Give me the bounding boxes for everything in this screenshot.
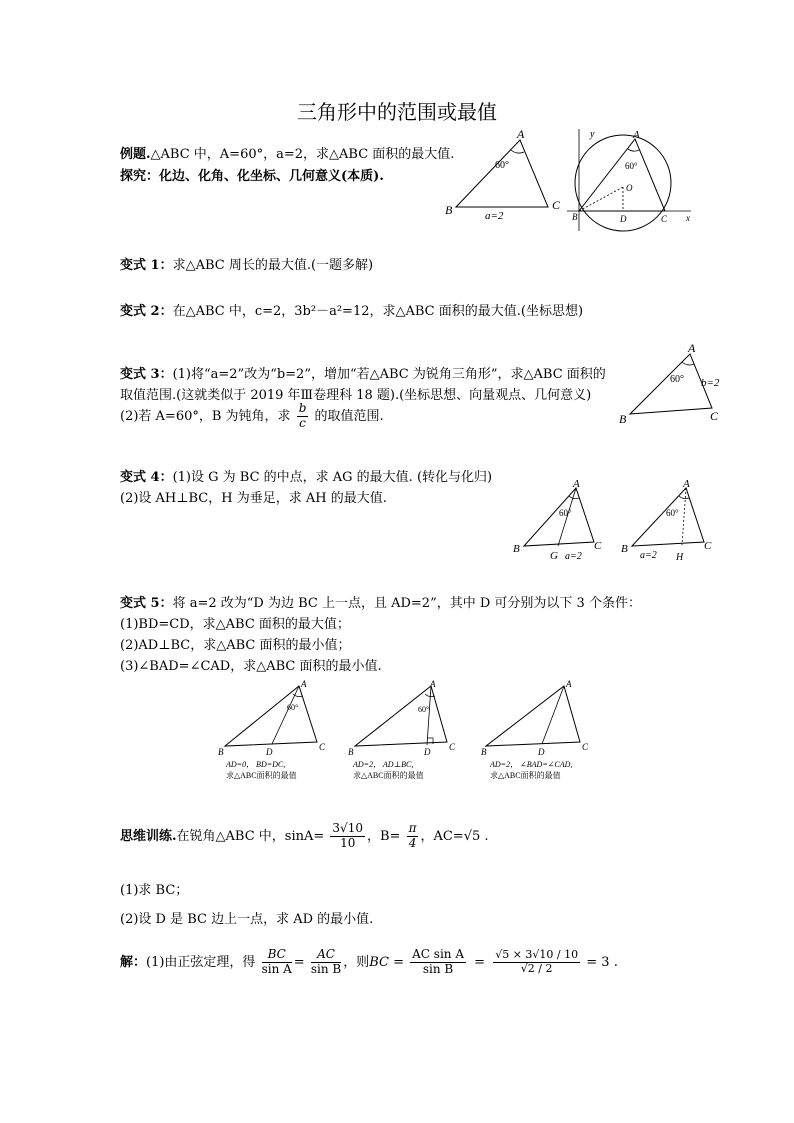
training-line	[120, 822, 489, 851]
angle-label: 60°	[670, 374, 684, 385]
triangle-abc	[225, 686, 317, 746]
solution-text-a: (1)由正弦定理，得	[146, 954, 256, 970]
segment-ad	[272, 686, 299, 744]
figure-ad-perp-bc	[345, 678, 465, 783]
figure-altitude-ah	[618, 478, 728, 568]
variant-5-line-2: (1)BD=CD，求△ABC 面积的最大值；	[120, 617, 350, 632]
angle-arc	[628, 149, 639, 151]
label-a: A	[573, 478, 580, 490]
figure-triangle-b2	[612, 338, 732, 430]
angle-arc	[511, 150, 524, 153]
label-a: A	[683, 478, 690, 490]
caption-line-2: 求△ABC面积的最值	[490, 771, 561, 780]
variant-2	[120, 300, 583, 319]
example-line	[120, 143, 454, 162]
variant-3-line-2: 取值范围.(这就类似于 2019 年Ⅲ卷理科 18 题).(坐标思想、向量观点、几何意义)	[120, 388, 592, 403]
side-label: a=2	[485, 210, 504, 222]
sinA-den: 10	[340, 835, 356, 850]
variant-4-line-1-text: (1)设 G 为 BC 的中点，求 AG 的最大值. (转化与化归)	[172, 470, 493, 485]
fraction-acsinA-sinB	[410, 948, 466, 977]
explore-line	[120, 165, 384, 184]
equals-sign: =	[293, 954, 305, 970]
figure-bd-dc	[215, 678, 335, 783]
big-num: √5 × 3√10 / 10	[495, 948, 579, 962]
fraction-num: b	[298, 401, 307, 415]
variant-4-label: 变式 4：	[120, 470, 173, 485]
sinA-num: 3√10	[332, 821, 363, 835]
figure-triangle-a2	[440, 125, 560, 225]
variant-4-line-1	[120, 466, 492, 485]
training-label: 思维训练.	[120, 828, 177, 844]
variant-2-text: 在△ABC 中，c=2，3b²－a²=12，求△ABC 面积的最大值.(坐标思想)	[172, 304, 584, 319]
figure-circle-coordinate	[565, 125, 695, 235]
caption-line-1: AD=2， AD⊥BC,	[353, 760, 414, 769]
angle-arc	[679, 496, 689, 499]
variant-3-line-1	[120, 363, 606, 382]
variant-5-line-4: (3)∠BAD=∠CAD，求△ABC 面积的最小值.	[120, 659, 382, 674]
variant-4-line-2: (2)设 AH⊥BC，H 为垂足，求 AH 的最大值.	[120, 491, 387, 506]
angle-arc	[682, 362, 694, 365]
triangle-abc	[456, 140, 548, 207]
label-a: A	[633, 129, 640, 141]
variant-5-line-1	[120, 592, 641, 611]
label-a: A	[688, 341, 696, 355]
explore-text: 化边、化角、化坐标、几何意义(本质).	[159, 169, 384, 184]
label-b: B	[218, 747, 224, 757]
figure-median-ag	[508, 478, 618, 568]
label-c: C	[704, 540, 712, 552]
altitude-ad	[427, 686, 431, 745]
equals-sign-2: =	[474, 954, 486, 970]
label-d: D	[538, 747, 545, 757]
angle-label: 60°	[418, 705, 430, 714]
caption-line-2: 求△ABC面积的最值	[226, 771, 297, 780]
variant-3-line-3a: (2)若 A=60°，B 为钝角，求	[120, 408, 291, 424]
figure-angle-bisector	[480, 678, 605, 783]
variant-5-label: 变式 5：	[120, 596, 173, 611]
label-d: D	[266, 747, 273, 757]
label-c: C	[552, 198, 560, 212]
f1-den: sin A	[261, 961, 292, 976]
radius-ob	[579, 187, 623, 211]
label-h: H	[676, 552, 684, 563]
fraction-bc-sinA	[262, 948, 292, 977]
variant-3-label: 变式 3：	[120, 367, 173, 382]
variant-1-label: 变式 1：	[120, 258, 173, 273]
angle-label: 60°	[625, 161, 638, 171]
fraction-numeric	[493, 949, 580, 975]
label-c: C	[582, 742, 589, 752]
f3-den: sin B	[422, 961, 454, 976]
angle-label: 60°	[666, 508, 679, 518]
example-label: 例题.	[120, 147, 151, 162]
training-text-c: ，AC=√5 .	[420, 828, 489, 844]
label-c: C	[661, 214, 668, 224]
triangle-abc	[579, 139, 665, 211]
fraction-b-over-c	[297, 402, 309, 431]
question-2: (2)设 D 是 BC 边上一点，求 AD 的最小值.	[120, 912, 374, 927]
label-y: y	[590, 129, 595, 140]
f3-num: AC sin A	[412, 947, 465, 961]
angle-label: 60°	[559, 508, 572, 518]
page-title: 三角形中的范围或最值	[297, 100, 497, 124]
variant-3-line-3b: 的取值范围.	[314, 408, 384, 424]
explore-label: 探究：	[120, 169, 160, 184]
label-b: B	[572, 212, 578, 222]
big-den: √2 / 2	[520, 961, 553, 975]
solution-line	[120, 948, 618, 977]
label-d: D	[424, 747, 431, 757]
angle-label: 60°	[495, 160, 509, 171]
label-c: C	[449, 742, 456, 752]
solution-lhs: BC =	[369, 954, 404, 970]
label-a: A	[517, 127, 525, 141]
caption-line-1: AD=0， BD=DC,	[226, 760, 286, 769]
B-num: π	[408, 821, 417, 835]
f2-num: AC	[311, 948, 341, 963]
triangle-abc	[355, 686, 447, 746]
label-b: B	[481, 747, 487, 757]
variant-1	[120, 254, 373, 273]
solution-text-b: ，则	[343, 954, 370, 970]
label-b: B	[513, 543, 520, 555]
label-d: D	[620, 214, 627, 224]
fraction-den: c	[299, 415, 306, 430]
training-text-a: 在锐角△ABC 中，sinA=	[176, 828, 325, 844]
fraction-ac-sinB	[311, 948, 341, 977]
variant-1-text: 求△ABC 周长的最大值.(一题多解)	[172, 258, 374, 273]
variant-2-label: 变式 2：	[120, 304, 173, 319]
variant-5-line-1-text: 将 a=2 改为“D 为边 BC 上一点，且 AD=2”，其中 D 可分别为以下 3 个条件：	[172, 596, 641, 611]
B-den: 4	[408, 835, 417, 850]
side-label: a=2	[565, 551, 582, 562]
label-b: B	[619, 412, 627, 426]
label-o: O	[626, 183, 633, 193]
label-a: A	[566, 679, 572, 689]
caption-line-2: 求△ABC面积的最值	[353, 771, 424, 780]
label-c: C	[710, 409, 719, 423]
caption-line-1: AD=2， ∠BAD=∠CAD,	[490, 760, 573, 769]
angle-arc	[569, 496, 579, 499]
side-label: b=2	[701, 377, 720, 389]
example-text: △ABC 中，A=60°，a=2，求△ABC 面积的最大值.	[150, 147, 455, 162]
variant-3-line-1-text: (1)将“a=2”改为“b=2”，增加“若△ABC 为锐角三角形”，求△ABC 面积的	[172, 367, 606, 382]
label-c: C	[594, 540, 602, 552]
label-a: A	[301, 679, 307, 689]
triangle-abc	[486, 686, 580, 746]
label-b: B	[348, 747, 354, 757]
solution-label: 解：	[120, 954, 147, 970]
fraction-B	[407, 822, 419, 851]
label-c: C	[319, 742, 326, 752]
f2-den: sin B	[310, 961, 342, 976]
label-b: B	[621, 543, 628, 555]
label-g: G	[550, 550, 558, 562]
angle-label: 60°	[287, 703, 299, 712]
altitude-ah	[682, 488, 686, 545]
side-label: a=2	[640, 550, 657, 561]
variant-3-line-3	[120, 402, 384, 431]
solution-result: = 3 .	[586, 954, 618, 970]
variant-5-line-3: (2)AD⊥BC，求△ABC 面积的最小值；	[120, 638, 351, 653]
f1-num: BC	[262, 948, 292, 963]
label-x: x	[686, 213, 690, 223]
label-b: B	[445, 203, 453, 217]
fraction-sinA	[330, 822, 365, 851]
training-text-b: ，B=	[366, 828, 401, 844]
question-1: (1)求 BC；	[120, 883, 189, 898]
label-a: A	[430, 679, 436, 689]
